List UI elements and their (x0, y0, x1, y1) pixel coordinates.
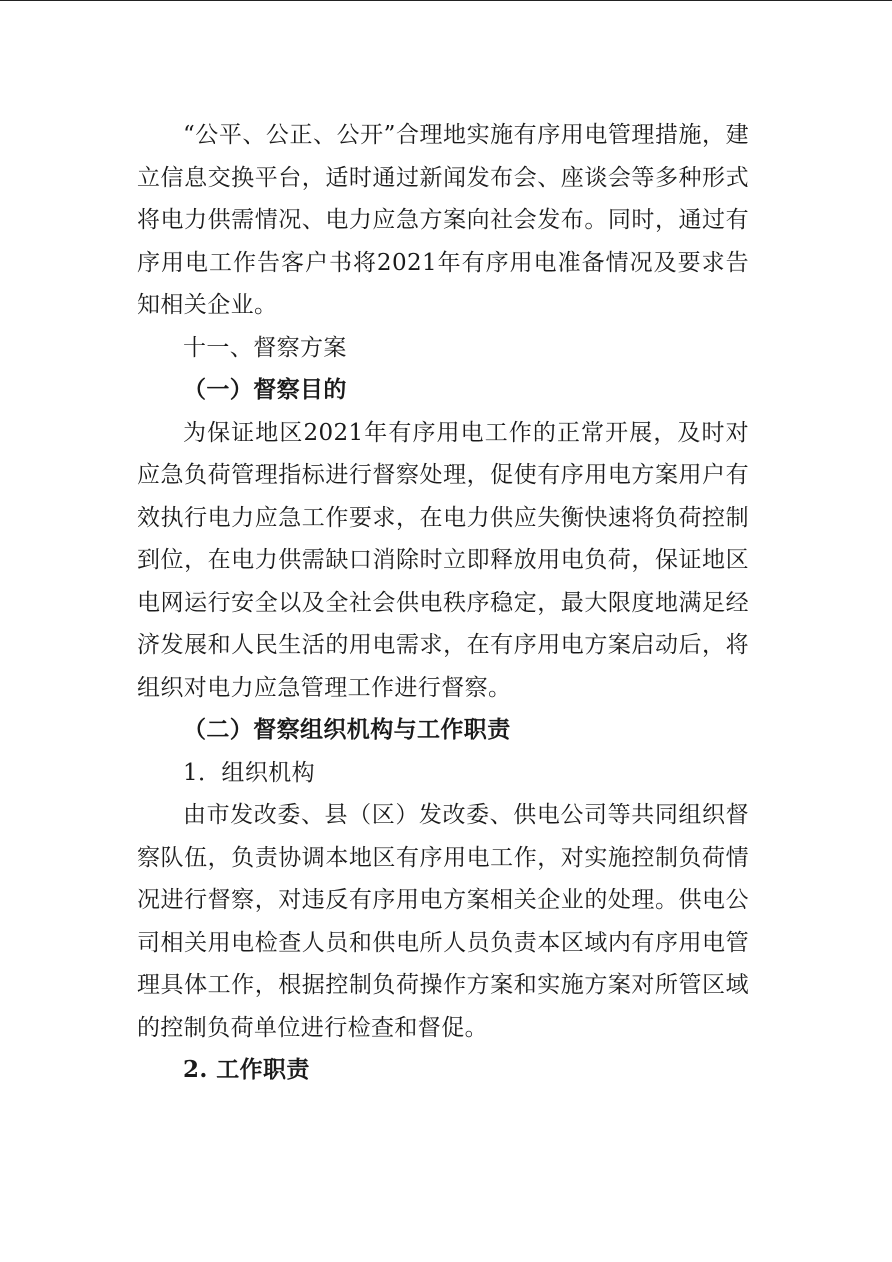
paragraph-organization: 由市发改委、县（区）发改委、供电公司等共同组织督察队伍，负责协调本地区有序用电工作，对实施控制负荷情况进行督察，对违反有序用电方案相关企业的处理。供电公司相关用电检查人员和供电所人员负责本区域内有序用电管理具体工作，根据控制负荷操作方案和实施方案对所管区域的控制负荷单位进行检查和督促。 (137, 802, 749, 1041)
numbered-heading-duties: 2. 工作职责 (183, 1056, 310, 1083)
paragraph-publicity: “公平、公正、公开”合理地实施有序用电管理措施，建立信息交换平台，适时通过新闻发布会、座谈会等多种形式将电力供需情况、电力应急方案向社会发布。同时，通过有序用电工作告客户书将2021年有序用电准备情况及要求告知相关企业。 (137, 122, 749, 318)
section-heading-supervision-plan: 十一、督察方案 (183, 334, 347, 361)
subsection-heading-supervision-purpose: （一）督察目的 (183, 377, 347, 403)
subsection-heading-organization-duties: （二）督察组织机构与工作职责 (183, 717, 511, 743)
paragraph-supervision-purpose: 为保证地区2021年有序用电工作的正常开展，及时对应急负荷管理指标进行督察处理，促使有序用电方案用户有效执行电力应急工作要求，在电力供应失衡快速将负荷控制到位，在电力供需缺口消除时立即释放用电负荷，保证地区电网运行安全以及全社会供电秩序稳定，最大限度地满足经济发展和人民生活的用电需求，在有序用电方案启动后，将组织对电力应急管理工作进行督察。 (137, 419, 749, 701)
document-body (137, 114, 749, 1092)
numbered-heading-organization: 1．组织机构 (183, 759, 316, 786)
